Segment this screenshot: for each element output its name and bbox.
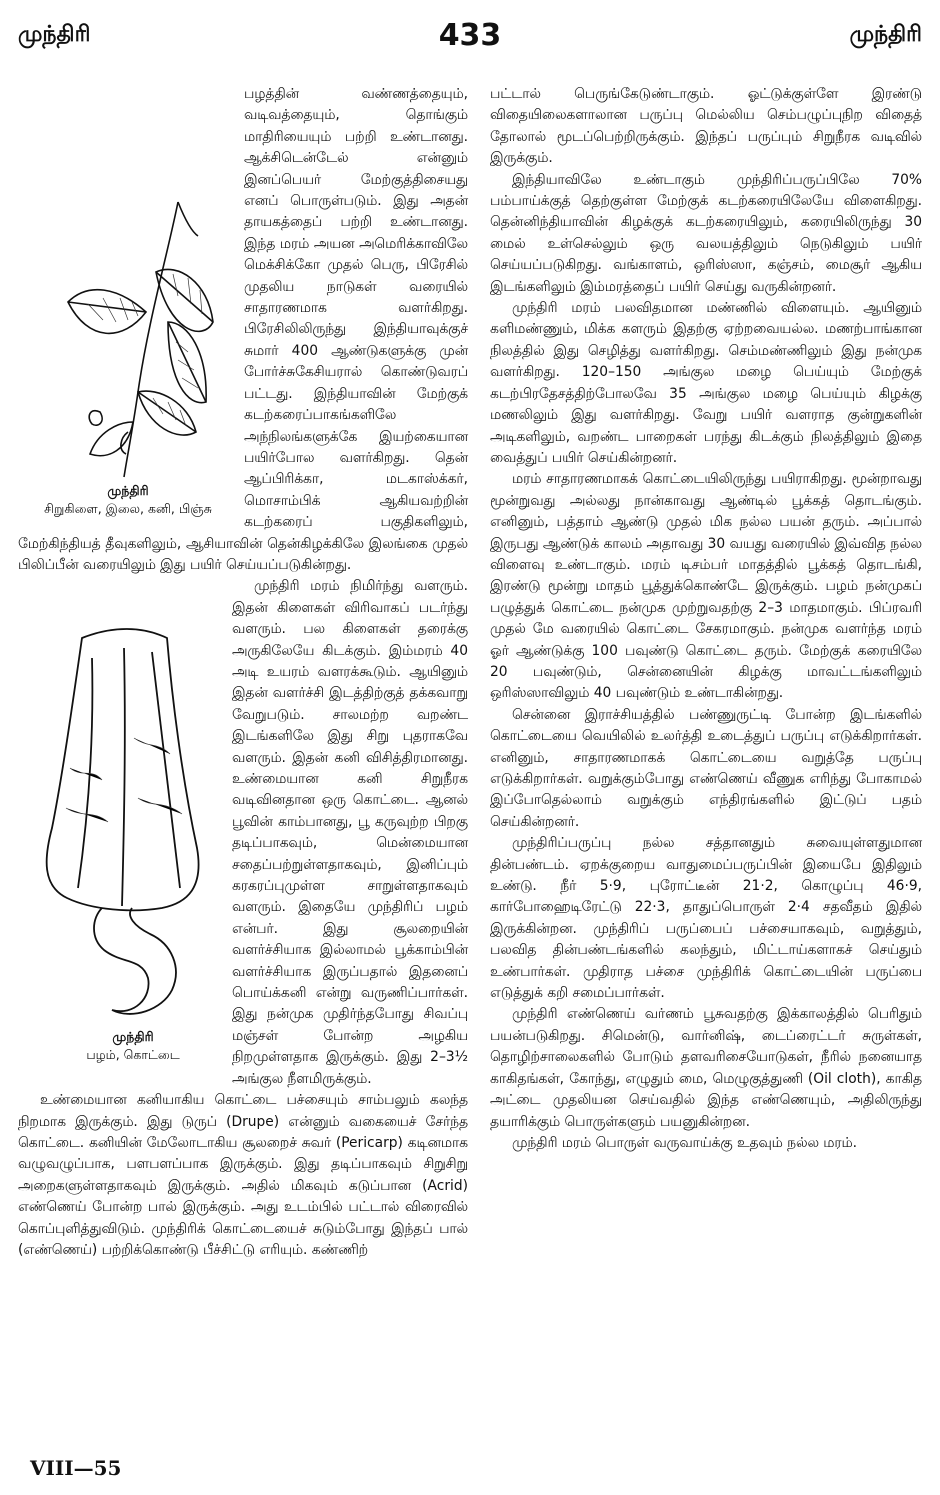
- running-title-left: முந்திரி: [18, 22, 91, 47]
- figure-fruit-caption-sub: பழம், கொட்டை: [86, 1047, 180, 1063]
- cashew-branch-illustration: [28, 192, 228, 482]
- left-paragraph-1-text: பழத்தின் வண்ணத்தையும், வடிவத்தையும், தொங்கும் மாதிரியையும் பற்றி உண்டானது. ஆக்சிடென்டேல் என்னும் இனப்பெயர் மேற்குத்திசையது எனப் பொருள்படும். இது அதன் தாயகத்தைப் பற்றி உண்டானது. இந்த மரம் அயன அமெரிக்காவிலே மெக்சிக்கோ முதல் பெரு, பிரேசில் முதலிய நாடுகள் வரையில் சாதாரணமாக வளர்கிறது. பிரேசிலிலிருந்து இந்தியாவுக்குச் சுமார் 400 ஆண்டுகளுக்கு முன் போர்ச்சுகேசியரால் கொண்டுவரப் பட்டது. இந்தியாவின் மேற்குக் கடற்கரைப்பாகங்களிலே அந்நிலங்களுக்கே இயற்கையான பயிர்போல வளர்கிறது. தென் ஆப்பிரிக்கா, மடகாஸ்க்கர், மொசாம்பிக் ஆகியவற்றின் கடற்கரைப் பகுதிகளிலும், மேற்கிந்தியத் தீவுகளிலும், ஆசியாவின் தென்கிழக்கிலே இலங்கை முதல் பிலிப்பீன் வரையிலும் இது பயிர் செய்யப்படுகின்றது.: [18, 86, 468, 573]
- figure-leaf-caption-title: முந்திரி: [107, 483, 149, 498]
- left-paragraph-2-text: முந்திரி மரம் நிமிர்ந்து வளரும். இதன் கிளைகள் விரிவாகப் படர்ந்து வளரும். பல கிளைகள் தரைக்கு அருகிலேயே கிடக்கும். இம்மரம் 40 அடி உயரம் வளரக்கூடும். ஆயினும் இதன் வளர்ச்சி இடத்திற்குத் தக்கவாறு வேறுபடும். சாலமற்ற வறண்ட இடங்களிலே இது சிறு புதராகவே வளரும். இதன் கனி விசித்திரமானது. உண்மையான கனி சிறுநீரக வடிவினதான ஒரு கொட்டை. ஆனல் பூவின் காம்பானது, பூ கருவுற்ற பிறகு தடிப்பாகவும், மென்மையான சதைப்பற்றுள்ளதாகவும், இனிப்பும் கரகரப்புமுள்ள சாறுள்ளதாகவும் வளரும். இதையே முந்திரிப் பழம் என்பர். இது சூலறையின் வளர்ச்சியாக இல்லாமல் பூக்காம்பின் வளர்ச்சியாக இருப்பதால் இதனைப் பொய்க்கனி என்று வருணிப்பார்கள். இது நன்முக முதிர்ந்தபோது சிவப்பு மஞ்சள் போன்ற அழகிய நிறமுள்ளதாக இருக்கும். இது 2–3½ அங்குல நீளமிருக்கும்.: [232, 578, 468, 1087]
- figure-leaf-caption-sub: சிறுகிளை, இலை, கனி, பிஞ்சு: [44, 501, 212, 516]
- volume-signature: VIII—55: [30, 1456, 122, 1480]
- right-paragraph-1: பட்டால் பெருங்கேடுண்டாகும். ஓட்டுக்குள்ளே இரண்டு விதையிலைகளாலான பருப்பு மெல்லிய செம்பழுப்புநிற விதைத் தோலால் மூடப்பெற்றிருக்கும். இந்தப் பருப்பும் சிறுநீரக வடிவில் இருக்கும்.: [490, 86, 922, 167]
- right-paragraph-3: முந்திரி மரம் பலவிதமான மண்ணில் விளையும். ஆயினும் களிமண்ணும், மிக்க களரும் இதற்கு ஏற்றவையல்ல. மணற்பாங்கான நிலத்தில் இது செழித்து வளர்கிறது. செம்மண்ணிலும் இது நன்முக வளர்கிறது. 120–150 அங்குல மழை பெய்யும் மேற்குக் கடற்பிரதேசத்திற்போலவே 35 அங்குல மழை பெய்யும் கிழக்கு மணலிலும் இது வளர்கிறது. வேறு பயிர் வளராத குன்றுகளின் அடிகளிலும், வறண்ட பாறைகள் பரந்து கிடக்கும் நிலத்திலும் இதை வைத்துப் பயிர் செய்கின்றனர்.: [490, 300, 922, 466]
- left-paragraph-3: உண்மையான கனியாகிய கொட்டை பச்சையும் சாம்பலும் கலந்த நிறமாக இருக்கும். இது டுருப் (Drupe) என்னும் வகையைச் சேர்ந்த கொட்டை. கனியின் மேலோடாகிய சூலறைச் சுவர் (Pericarp) கடினமாக வழுவழுப்பாக, பளபளப்பாக இருக்கும். இது தடிப்பாகவும் சிறுசிறு அறைகளுள்ளதாகவும் இருக்கும். அதில் மிகவும் கடுப்பான (Acrid) எண்ணெய் போன்ற பால் இருக்கும். அது உடம்பில் பட்டால் விரைவில் கொப்புளித்துவிடும். முந்திரிக் கொட்டையைச் சுடும்போது இந்தப் பால் (எண்ணெய்) பற்றிக்கொண்டு பீச்சிட்டு எரியும். கண்ணிற்: [18, 1092, 468, 1258]
- page-number: 433: [438, 18, 502, 53]
- left-paragraph-1: [18, 84, 468, 576]
- running-title-right: முந்திரி: [849, 22, 922, 47]
- figure-leaf-branch: [18, 192, 238, 528]
- figure-fruit: [18, 618, 226, 1078]
- left-paragraph-2: [18, 576, 468, 1090]
- right-paragraph-8: முந்திரி மரம் பொருள் வருவாய்க்கு உதவும் நல்ல மரம்.: [512, 1134, 858, 1151]
- right-paragraph-5: சென்னை இராச்சியத்தில் பண்ணுருட்டி போன்ற இடங்களில் கொட்டையை வெயிலில் உலர்த்தி உடைத்துப் பருப்பு எடுக்கிறார்கள். எனினும், சாதாரணமாகக் கொட்டையை வறுத்தே பருப்பு எடுக்கிறார்கள். வறுக்கும்போது எண்ணெய் வீணுக எரிந்து போகாமல் இப்போதெல்லாம் வறுக்கும் எந்திரங்களில் இட்டுப் பதம் செய்கின்றனர்.: [490, 706, 922, 830]
- right-paragraph-2: இந்தியாவிலே உண்டாகும் முந்திரிப்பருப்பிலே 70% பம்பாய்க்குத் தெற்குள்ள மேற்குக் கடற்கரையிலேயே விளைகிறது. தென்னிந்தியாவின் கிழக்குக் கடற்கரையிலும், கரையிலிருந்து 30 மைல் உள்செல்லும் ஒரு வலயத்திலும் நெடுகிலும் பயிர் செய்யப்படுகிறது. வங்காளம், ஒரிஸ்ஸா, கஞ்சம், மைசூர் ஆகிய இடங்களிலும் இம்மரத்தைப் பயிர் செய்து வருகின்றனர்.: [490, 171, 922, 295]
- right-column: [490, 84, 922, 1154]
- cashew-apple-illustration: [22, 618, 222, 1028]
- left-column: [18, 84, 468, 1261]
- right-paragraph-4: மரம் சாதாரணமாகக் கொட்டையிலிருந்து பயிராகிறது. மூன்றாவது மூன்றுவது அல்லது நான்காவது ஆண்டில் பூக்கத் தொடங்கும். எனினும், பத்தாம் ஆண்டு முதல் மிக நல்ல பயன் தரும். அப்பால் இருபது ஆண்டுக் காலம் அதாவது 30 வயது வரையில் இவ்வித நல்ல விளைவு உண்டாகும். மரம் டிசம்பர் மாதத்தில் பூக்கத் தொடங்கி, இரண்டு மூன்று மாதம் பூத்துக்கொண்டே இருக்கும். பழம் நன்முகப் பழுத்துக் கொட்டை நன்முக முற்றுவதற்கு 2–3 மாதமாகும். பிப்ரவரி முதல் மே வரையில் கொட்டை சேகரமாகும். நன்முக வளர்ந்த மரம் ஓர் ஆண்டுக்கு 100 பவுண்டு கொட்டை தரும். மேற்குக் கரையிலே 20 பவுண்டும், சென்னையின் கிழக்கு மாவட்டங்களிலும் ஒரிஸ்ஸாவிலும் 40 பவுண்டும் உண்டாகின்றது.: [490, 471, 922, 702]
- right-paragraph-7: முந்திரி எண்ணெய் வர்ணம் பூசுவதற்கு இக்காலத்தில் பெரிதும் பயன்படுகிறது. சிமென்டு, வார்னிஷ், டைப்ரைட்டர் சுருள்கள், தொழிற்சாலைகளில் போடும் தளவரிசையோடுகள், நீரில் நனையாத காகிதங்கள், கோந்து, எழுதும் மை, மெழுகுத்துணி (Oil cloth), காகித அட்டை முதலியன செய்வதில் இந்த எண்ணெயும், அதிலிருந்து தயாரிக்கும் பொருள்களும் பயனுகின்றன.: [490, 1006, 922, 1130]
- right-paragraph-6: முந்திரிப்பருப்பு நல்ல சத்தானதும் சுவையுள்ளதுமான தின்பண்டம். ஏறக்குறைய வாதுமைப்பருப்பின் இயைபே இதிலும் உண்டு. நீர் 5·9, புரோட்டீன் 21·2, கொழுப்பு 46·9, கார்போஹைடிரேட்டு 22·3, தாதுப்பொருள் 2·4 சதவீதம் இதில் இருக்கின்றன. முந்திரிப் பருப்பைப் பச்சையாகவும், வறுத்தும், பலவித தின்பண்டங்களில் கலந்தும், மிட்டாய்களாகச் செய்தும் உண்பார்கள். முதிராத பச்சை முந்திரிக் கொட்டையின் பருப்பை எடுத்துக் கறி சமைப்பார்கள்.: [490, 835, 922, 1002]
- figure-fruit-caption-title: முந்திரி: [112, 1029, 154, 1045]
